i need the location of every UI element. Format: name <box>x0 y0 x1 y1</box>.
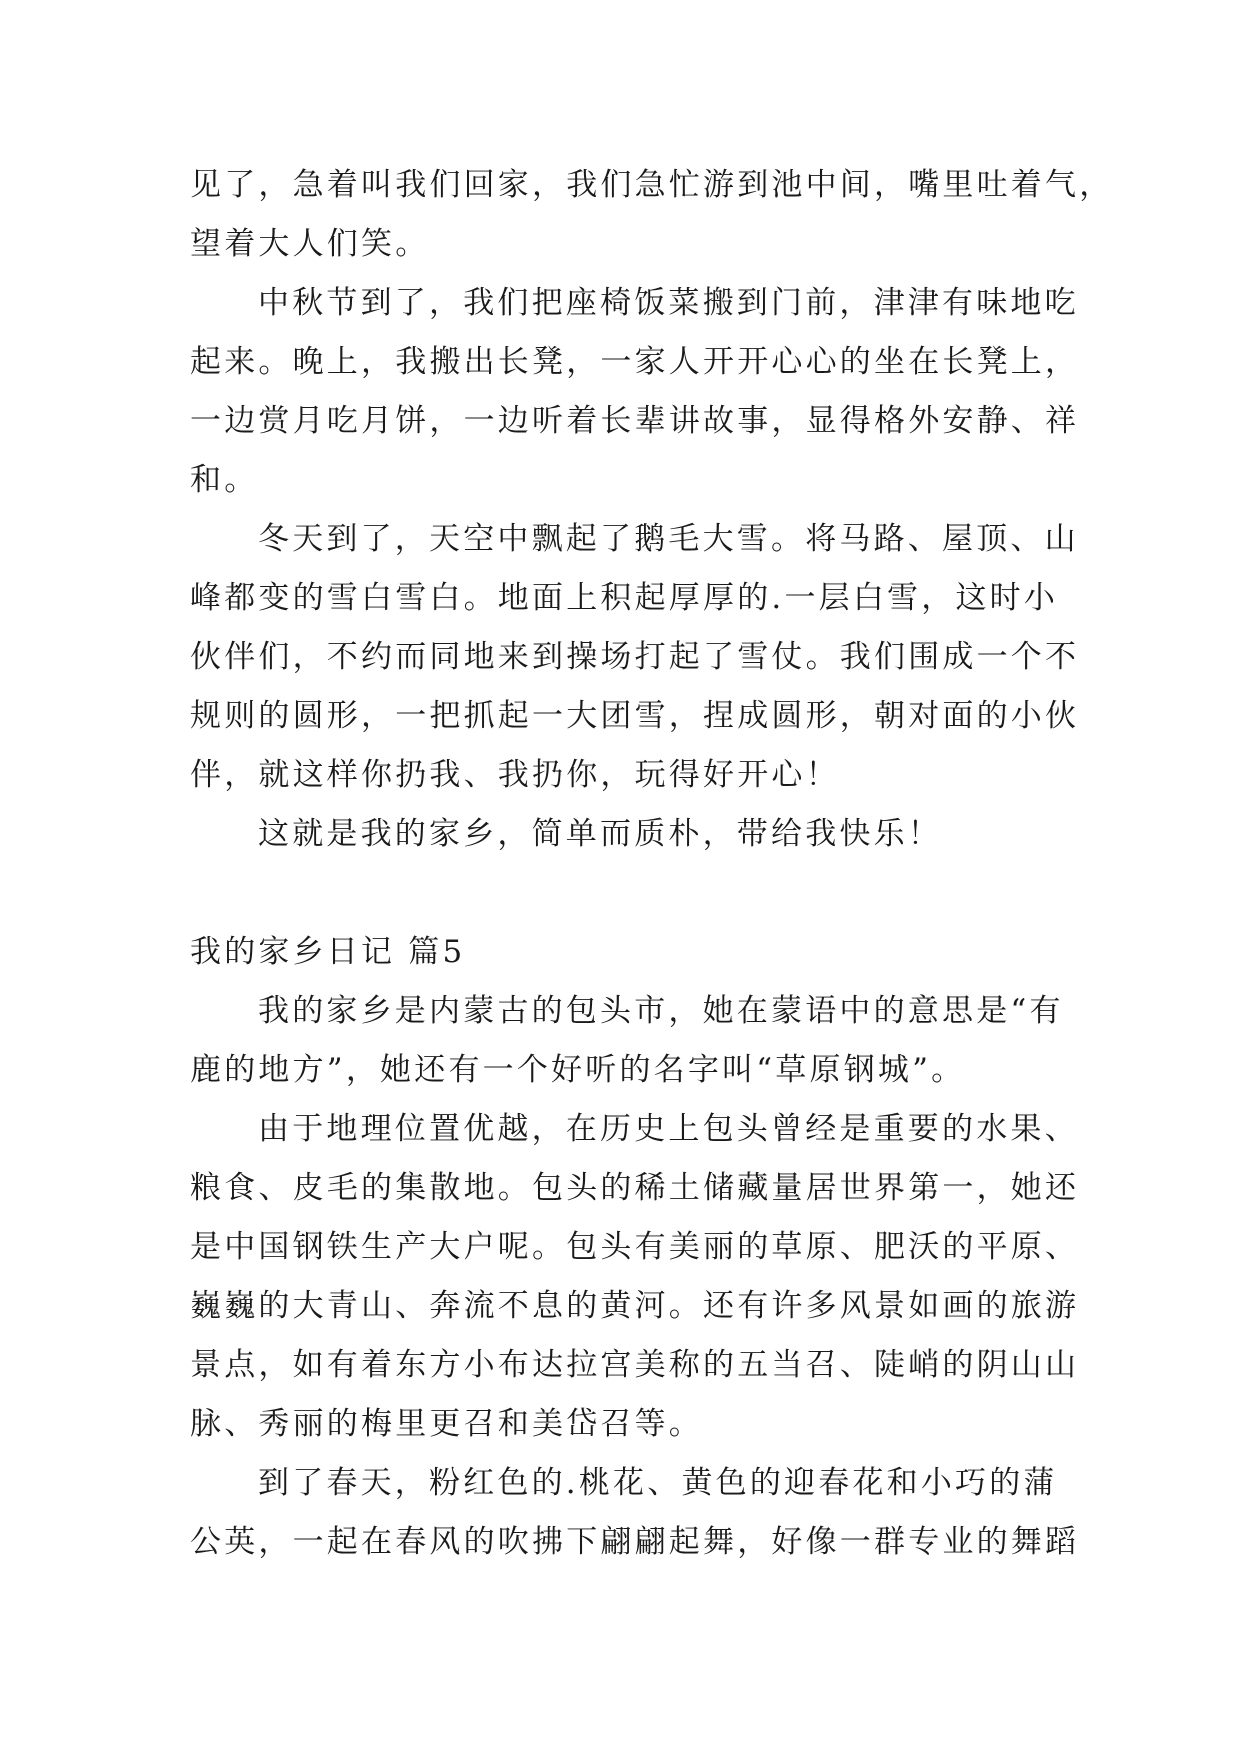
text-line: 规则的圆形，一把抓起一大团雪，捏成圆形，朝对面的小伙 <box>190 698 1080 734</box>
text-line: 到了春天，粉红色的.桃花、黄色的迎春花和小巧的蒲 <box>258 1465 1058 1501</box>
paragraph <box>190 1100 1080 1454</box>
text-line: 景点，如有着东方小布达拉宫美称的五当召、陡峭的阴山山 <box>190 1347 1080 1383</box>
text-line: 由于地理位置优越，在历史上包头曾经是重要的水果、 <box>258 1111 1079 1147</box>
text-line: 伴，就这样你扔我、我扔你，玩得好开心！ <box>190 757 840 793</box>
text-line: 粮食、皮毛的集散地。包头的稀土储藏量居世界第一，她还 <box>190 1170 1080 1206</box>
text-line: 见了，急着叫我们回家，我们急忙游到池中间，嘴里吐着气， <box>190 167 1114 203</box>
text-line: 和。 <box>190 462 259 498</box>
section-spacer <box>190 864 1060 923</box>
text-line: 这就是我的家乡，简单而质朴，带给我快乐！ <box>258 816 942 852</box>
text-line: 公英，一起在春风的吹拂下翩翩起舞，好像一群专业的舞蹈 <box>190 1524 1080 1560</box>
section-title: 我的家乡日记 篇5 <box>190 934 466 970</box>
paragraph <box>190 156 1114 274</box>
text-line: 望着大人们笑。 <box>190 226 430 262</box>
paragraph <box>190 274 1080 510</box>
text-line: 是中国钢铁生产大户呢。包头有美丽的草原、肥沃的平原、 <box>190 1229 1080 1265</box>
document-body <box>190 156 1114 1572</box>
text-line: 中秋节到了，我们把座椅饭菜搬到门前，津津有味地吃 <box>258 285 1079 321</box>
paragraph <box>190 1454 1080 1572</box>
text-line: 冬天到了，天空中飘起了鹅毛大雪。将马路、屋顶、山 <box>258 521 1079 557</box>
text-line: 一边赏月吃月饼，一边听着长辈讲故事，显得格外安静、祥 <box>190 403 1080 439</box>
text-line: 脉、秀丽的梅里更召和美岱召等。 <box>190 1406 703 1442</box>
text-line: 峰都变的雪白雪白。地面上积起厚厚的.一层白雪，这时小 <box>190 580 1059 616</box>
text-line: 巍巍的大青山、奔流不息的黄河。还有许多风景如画的旅游 <box>190 1288 1080 1324</box>
paragraph <box>190 982 1064 1100</box>
text-line: 我的家乡是内蒙古的包头市，她在蒙语中的意思是“有 <box>258 993 1064 1029</box>
text-line: 起来。晚上，我搬出长凳，一家人开开心心的坐在长凳上， <box>190 344 1080 380</box>
text-line: 伙伴们，不约而同地来到操场打起了雪仗。我们围成一个不 <box>190 639 1080 675</box>
text-line: 鹿的地方”，她还有一个好听的名字叫“草原钢城”。 <box>190 1052 966 1088</box>
paragraph <box>190 805 1060 864</box>
paragraph <box>190 510 1080 805</box>
